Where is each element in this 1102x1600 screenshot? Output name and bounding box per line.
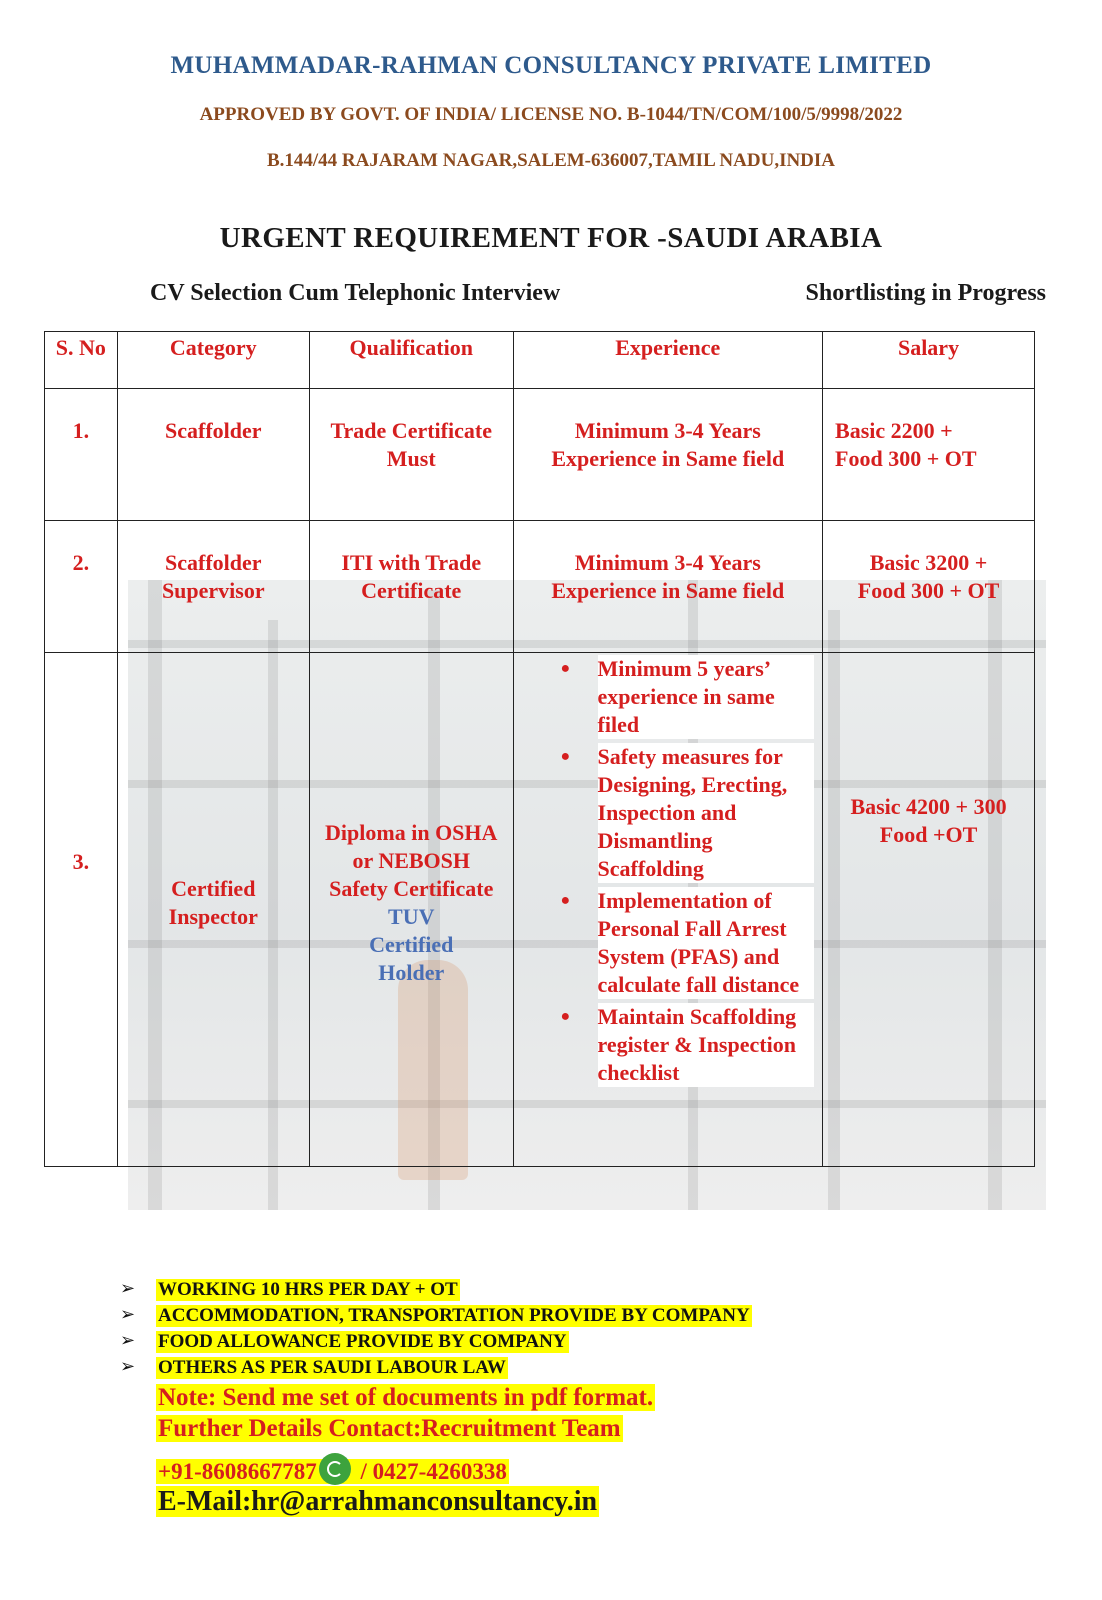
contact-team-note: Further Details Contact:Recruitment Team	[158, 1415, 621, 1442]
cell-category	[117, 653, 309, 1167]
phone-separator: /	[354, 1459, 373, 1484]
cell-sno: 1.	[45, 389, 118, 521]
header-sno: S. No	[45, 332, 118, 389]
requirements-table	[44, 331, 1035, 1167]
cell-qualification	[309, 521, 513, 653]
company-name: MUHAMMADAR-RAHMAN CONSULTANCY PRIVATE LIMITED	[170, 52, 932, 79]
salary-line: Food 300 + OT	[835, 446, 977, 471]
arrow-bullet-icon: ➢	[120, 1304, 136, 1325]
category-line: Certified	[171, 876, 256, 901]
whatsapp-icon	[319, 1453, 351, 1485]
shortlisting-note: Shortlisting in Progress	[805, 280, 1046, 306]
salary-line: Basic 2200 +	[835, 418, 953, 443]
license-line: APPROVED BY GOVT. OF INDIA/ LICENSE NO. B-1044/TN/COM/100/5/9998/2022	[199, 104, 903, 125]
cell-experience: Minimum 3-4 Years Experience in Same field	[513, 389, 822, 521]
phone-secondary[interactable]: 0427-4260338	[372, 1459, 507, 1484]
salary-line: Basic 3200 +	[869, 550, 988, 575]
arrow-bullet-icon: ➢	[120, 1356, 136, 1377]
cell-salary: Basic 4200 + 300 Food +OT	[823, 653, 1035, 1167]
list-item: ● Implementation of Personal Fall Arrest System (PFAS) and calculate fall distance	[514, 887, 814, 999]
cell-category	[117, 521, 309, 653]
cell-qualification: Trade Certificate Must	[309, 389, 513, 521]
cell-experience	[513, 653, 822, 1167]
list-item: ● Minimum 5 years’ experience in same filed	[514, 655, 814, 739]
documents-note: Note: Send me set of documents in pdf format.	[158, 1384, 654, 1411]
cell-salary	[823, 389, 1035, 521]
list-item: ● Maintain Scaffolding register & Inspection checklist	[514, 1003, 814, 1087]
bullet-icon: ●	[560, 892, 571, 909]
cell-salary	[823, 521, 1035, 653]
qualification-line: ITI with Trade	[341, 550, 482, 575]
header-salary: Salary	[823, 332, 1035, 389]
category-line: Inspector	[168, 904, 258, 929]
table-header-row	[45, 332, 1035, 389]
salary-line: Food 300 + OT	[857, 578, 1000, 603]
phone-primary[interactable]: +91-8608667787	[158, 1459, 317, 1484]
header-category: Category	[117, 332, 309, 389]
cell-qualification	[309, 653, 513, 1167]
requirement-headline: URGENT REQUIREMENT FOR -SAUDI ARABIA	[219, 222, 883, 254]
tuv-certification-text: TUV Certified Holder	[369, 904, 454, 985]
arrow-bullet-icon: ➢	[120, 1278, 136, 1299]
table-row	[45, 521, 1035, 653]
bullet-icon: ●	[560, 1008, 571, 1025]
qualification-text: Diploma in OSHA or NEBOSH Safety Certificate	[325, 820, 498, 901]
table-row	[45, 653, 1035, 1167]
arrow-bullet-icon: ➢	[120, 1330, 136, 1351]
header-experience: Experience	[513, 332, 822, 389]
experience-list	[514, 653, 822, 1087]
bullet-icon: ●	[560, 660, 571, 677]
table-row	[45, 389, 1035, 521]
cell-sno: 2.	[45, 521, 118, 653]
bullet-icon: ●	[560, 748, 571, 765]
cell-sno: 3.	[45, 653, 118, 1167]
header-qualification: Qualification	[309, 332, 513, 389]
email-line[interactable]: E-Mail:hr@arrahmanconsultancy.in	[158, 1486, 598, 1517]
cell-category: Scaffolder	[117, 389, 309, 521]
category-line: Supervisor	[161, 578, 265, 603]
selection-note: CV Selection Cum Telephonic Interview	[150, 280, 561, 306]
phone-line	[156, 1453, 509, 1485]
qualification-line: Certificate	[361, 578, 462, 603]
list-item: ● Safety measures for Designing, Erecting, Inspection and Dismantling Scaffolding	[514, 743, 814, 883]
cell-experience: Minimum 3-4 Years Experience in Same field	[513, 521, 822, 653]
category-line: Scaffolder	[165, 550, 262, 575]
address-line: B.144/44 RAJARAM NAGAR,SALEM-636007,TAMIL NADU,INDIA	[266, 150, 836, 171]
